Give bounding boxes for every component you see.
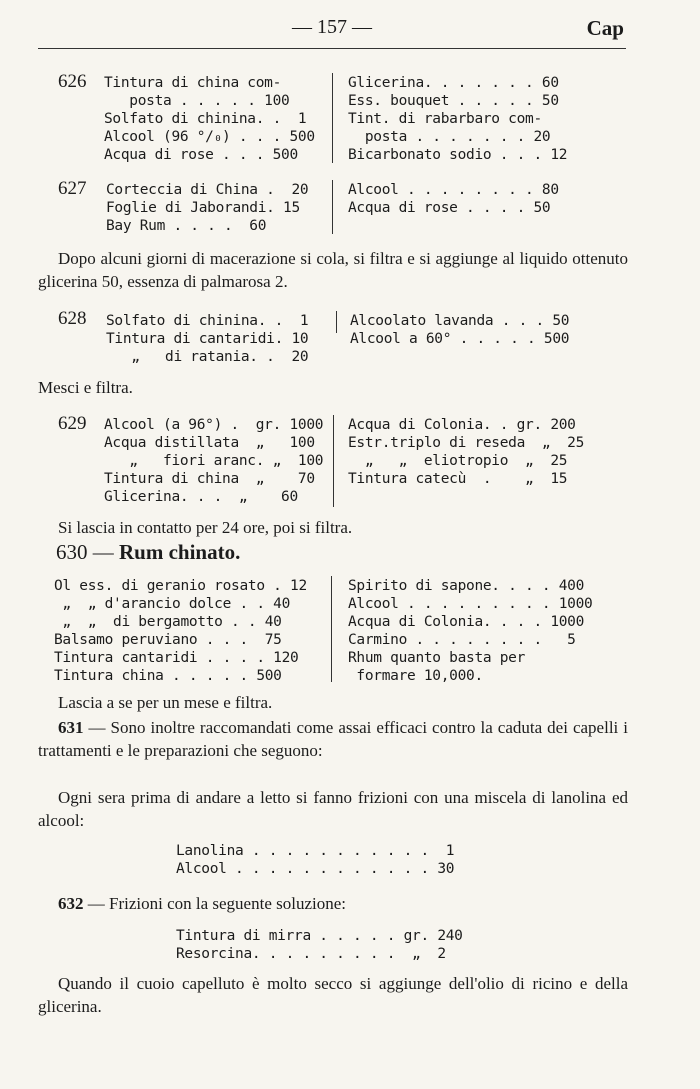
- ingredient-line: Alcool . . . . . . . . . 1000: [348, 596, 593, 612]
- ingredient-line: Ol ess. di geranio rosato . 12: [54, 578, 307, 594]
- recipe-number: 629: [58, 413, 87, 434]
- ingredient-line: Acqua di Colonia. . gr. 200: [348, 417, 576, 433]
- paragraph: Dopo alcuni giorni di macerazione si cola, si filtra e si aggiunge al liquido ottenuto glicerina 50, essenza di palmarosa 2.: [38, 249, 628, 291]
- ingredient-line: Alcool (96 °/₀) . . . 500: [104, 129, 315, 145]
- column-divider: [336, 311, 337, 333]
- header-rule: [38, 48, 626, 49]
- recipe-number: 631: [58, 718, 84, 737]
- paragraph: Lascia a se per un mese e filtra.: [58, 693, 273, 712]
- ingredient-line: formare 10,000.: [348, 668, 483, 684]
- section-title: [56, 540, 240, 565]
- ingredient-line: „ „ d'arancio dolce . . 40: [54, 596, 291, 612]
- recipe-number: 632: [58, 894, 84, 913]
- recipe-number: 627: [58, 178, 87, 199]
- header-catchword: Cap: [586, 16, 624, 40]
- ingredient-line: Acqua di rose . . . . 50: [348, 200, 551, 216]
- ingredient-line: Alcool . . . . . . . . . . . . 30: [176, 861, 455, 877]
- ingredient-line: „ „ di bergamotto . . 40: [54, 614, 282, 630]
- recipe-number: 628: [58, 308, 87, 329]
- ingredient-line: Tintura di mirra . . . . . gr. 240: [176, 928, 463, 944]
- ingredient-line: „ fiori aranc. „ 100: [104, 453, 324, 469]
- ingredient-line: Balsamo peruviano . . . 75: [54, 632, 282, 648]
- paragraph: Si lascia in contatto per 24 ore, poi si filtra.: [58, 518, 353, 537]
- title-dash: —: [92, 540, 114, 564]
- ingredient-line: „ „ eliotropio „ 25: [348, 453, 568, 469]
- ingredient-line: Glicerina. . . . . . . 60: [348, 75, 559, 91]
- ingredient-line: posta . . . . . . . 20: [348, 129, 551, 145]
- ingredient-line: Alcoolato lavanda . . . 50: [350, 313, 570, 329]
- column-divider: [333, 415, 334, 507]
- ingredient-line: Tintura cantaridi . . . . 120: [54, 650, 299, 666]
- recipe-number: 626: [58, 71, 87, 92]
- paragraph-text: — Sono inoltre raccomandati come assai efficaci contro la caduta dei capelli i trattamenti e le preparazioni che seguono:: [38, 718, 629, 760]
- ingredient-line: Tintura china . . . . . 500: [54, 668, 282, 684]
- column-divider: [332, 73, 333, 163]
- ingredient-line: Foglie di Jaborandi. 15: [106, 200, 300, 216]
- paragraph-text: — Frizioni con la seguente soluzione:: [87, 894, 346, 913]
- ingredient-line: Acqua di Colonia. . . . 1000: [348, 614, 585, 630]
- ingredient-line: posta . . . . . 100: [104, 93, 290, 109]
- column-divider: [331, 576, 332, 682]
- ingredient-line: Solfato di chinina. . 1: [104, 111, 307, 127]
- ingredient-line: Tintura catecù . „ 15: [348, 471, 568, 487]
- page-number: — 157 —: [292, 16, 372, 38]
- paragraph: Mesci e filtra.: [38, 378, 133, 397]
- paragraph: Ogni sera prima di andare a letto si fanno frizioni con una miscela di lanolina ed alcool:: [38, 788, 628, 830]
- ingredient-line: Alcool (a 96°) . gr. 1000: [104, 417, 324, 433]
- ingredient-line: Solfato di chinina. . 1: [106, 313, 309, 329]
- paragraph: Quando il cuoio capelluto è molto secco si aggiunge dell'olio di ricino e della glicerina.: [38, 974, 628, 1016]
- ingredient-line: Tint. di rabarbaro com-: [348, 111, 542, 127]
- ingredient-line: Tintura di china com-: [104, 75, 282, 91]
- ingredient-line: Lanolina . . . . . . . . . . . 1: [176, 843, 455, 859]
- ingredient-line: „ di ratania. . 20: [106, 349, 309, 365]
- ingredient-line: Carmino . . . . . . . . 5: [348, 632, 576, 648]
- ingredient-line: Bicarbonato sodio . . . 12: [348, 147, 568, 163]
- ingredient-line: Glicerina. . . „ 60: [104, 489, 298, 505]
- ingredient-line: Acqua distillata „ 100: [104, 435, 315, 451]
- title-text: Rum chinato.: [119, 540, 241, 564]
- ingredient-line: Corteccia di China . 20: [106, 182, 309, 198]
- recipe-number: 630: [56, 540, 88, 564]
- column-divider: [332, 180, 333, 234]
- paragraph: [58, 892, 628, 915]
- ingredient-line: Spirito di sapone. . . . 400: [348, 578, 585, 594]
- ingredient-line: Estr.triplo di reseda „ 25: [348, 435, 585, 451]
- running-header: [38, 14, 626, 44]
- ingredient-line: Rhum quanto basta per: [348, 650, 526, 666]
- ingredient-line: Alcool a 60° . . . . . 500: [350, 331, 570, 347]
- paragraph: [38, 716, 628, 762]
- ingredient-line: Tintura di china „ 70: [104, 471, 315, 487]
- ingredient-line: Acqua di rose . . . 500: [104, 147, 298, 163]
- ingredient-line: Bay Rum . . . . 60: [106, 218, 267, 234]
- ingredient-line: Tintura di cantaridi. 10: [106, 331, 309, 347]
- ingredient-line: Resorcina. . . . . . . . . „ 2: [176, 946, 446, 962]
- ingredient-line: Ess. bouquet . . . . . 50: [348, 93, 559, 109]
- ingredient-line: Alcool . . . . . . . . 80: [348, 182, 559, 198]
